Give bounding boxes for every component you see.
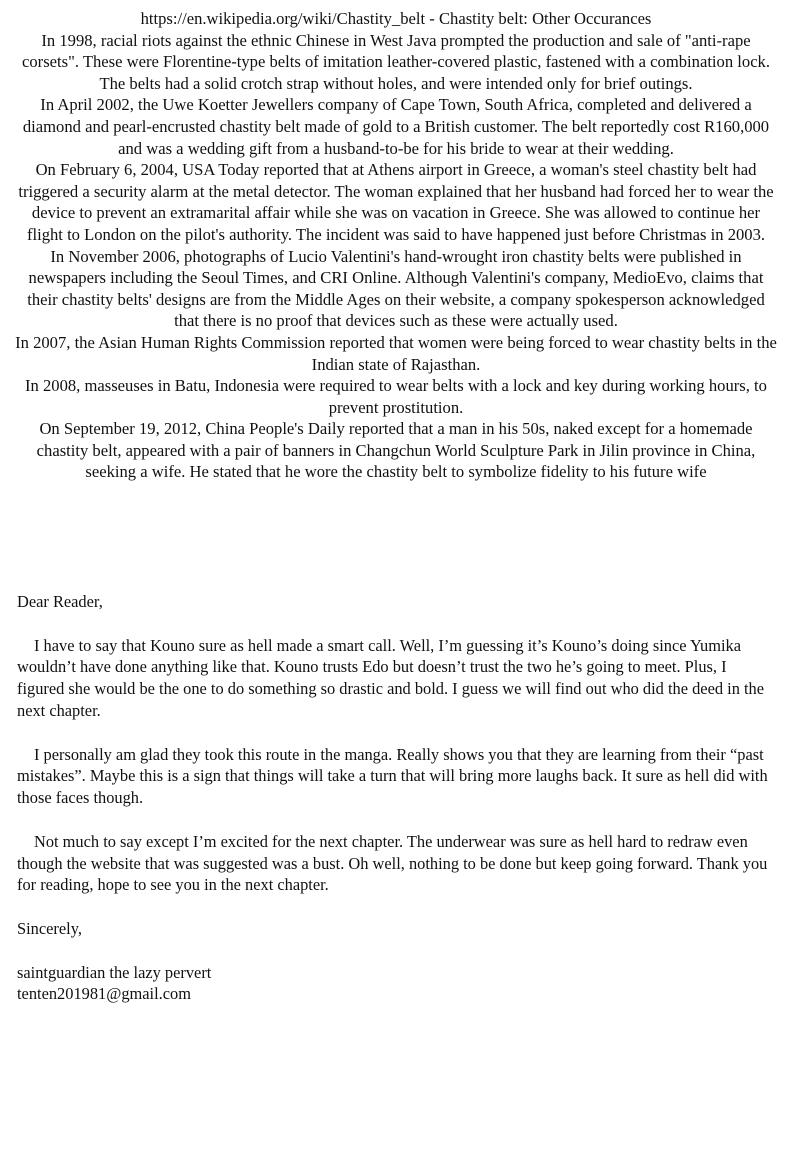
excerpt-paragraph: In 1998, racial riots against the ethnic Chinese in West Java prompted the production and sale of "anti-rape corsets". These were Florentine-type belts of imitation leather-covered plastic, fastened with a combination lock. The belts had a solid crotch strap without holes, and were intended only for brief outings.: [22, 30, 770, 93]
reader-letter: [17, 591, 777, 1005]
excerpt-paragraph: In April 2002, the Uwe Koetter Jewellers company of Cape Town, South Africa, completed and delivered a diamond and pearl-encrusted chastity belt made of gold to a British customer. The belt reportedly cost R160,000 and was a wedding gift from a husband-to-be for his bride to wear at their wedding.: [22, 95, 770, 158]
excerpt-paragraph: On September 19, 2012, China People's Daily reported that a man in his 50s, naked except for a homemade chastity belt, appeared with a pair of banners in Changchun World Sculpture Park in Jilin province in China, seeking a wife. He stated that he wore the chastity belt to symbolize fidelity to his future wife: [36, 419, 756, 482]
letter-paragraph: I personally am glad they took this route in the manga. Really shows you that they are learning from their “past mistakes”. Maybe this is a sign that things will take a turn that will bring more laughs back. It sure as hell did with those faces though.: [17, 744, 768, 808]
letter-closing: Sincerely,: [17, 918, 82, 938]
excerpt-paragraph: In November 2006, photographs of Lucio Valentini's hand-wrought iron chastity belts were published in newspapers including the Seoul Times, and CRI Online. Although Valentini's company, MedioEvo, claims that their chastity belts' designs are from the Middle Ages on their website, a company spokesperson acknowledged that there is no proof that devices such as these were actually used.: [27, 246, 765, 331]
excerpt-paragraph: In 2008, masseuses in Batu, Indonesia were required to wear belts with a lock and key during working hours, to prevent prostitution.: [25, 376, 767, 417]
letter-paragraph: Not much to say except I’m excited for the next chapter. The underwear was sure as hell hard to redraw even though the website that was suggested was a bust. Oh well, nothing to be done but keep going forward. Thank you for reading, hope to see you in the next chapter.: [17, 831, 768, 895]
excerpt-paragraph: In 2007, the Asian Human Rights Commission reported that women were being forced to wear chastity belts in the Indian state of Rajasthan.: [15, 332, 777, 374]
wikipedia-excerpt: [14, 8, 778, 483]
letter-greeting: Dear Reader,: [17, 592, 103, 611]
excerpt-paragraph: On February 6, 2004, USA Today reported that at Athens airport in Greece, a woman's steel chastity belt had triggered a security alarm at the metal detector. The woman explained that her husband had forced her to wear the device to prevent an extramarital affair while she was on vacation in Greece. She was allowed to continue her flight to London on the pilot's authority. The incident was said to have happened just before Christmas in 2003.: [18, 160, 774, 244]
letter-paragraph: I have to say that Kouno sure as hell made a smart call. Well, I’m guessing it’s Kouno’s doing since Yumika wouldn’t have done anything like that. Kouno trusts Edo but doesn’t trust the two he’s going to meet. Plus, I figured she would be the one to do something so drastic and bold. I guess we will find out who did the deed in the next chapter.: [17, 635, 765, 720]
source-line: https://en.wikipedia.org/wiki/Chastity_belt - Chastity belt: Other Occurances: [140, 9, 652, 28]
letter-signature: saintguardian the lazy pervert: [17, 962, 212, 982]
letter-email: tenten201981@gmail.com: [17, 984, 191, 1004]
